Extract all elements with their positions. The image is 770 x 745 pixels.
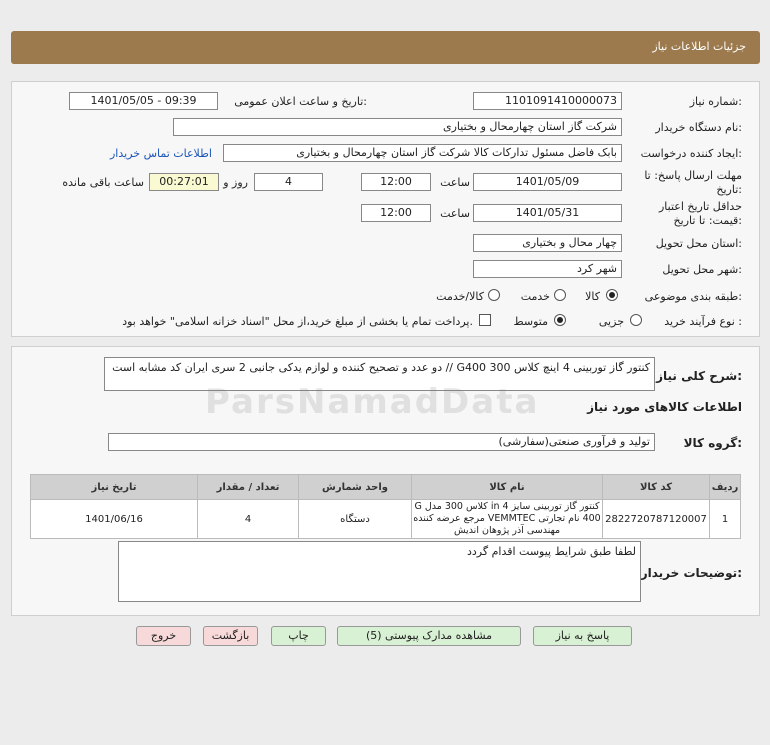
cell-date: 1401/06/16 (31, 500, 198, 539)
process-medium-label: متوسط (513, 315, 548, 328)
category-label: طبقه بندی موضوعی: (644, 290, 742, 303)
cell-qty: 4 (198, 500, 299, 539)
category-goods-radio[interactable] (606, 289, 618, 301)
attachments-button[interactable]: مشاهده مدارک پیوستی (5) (337, 626, 521, 646)
col-unit: واحد شمارش (299, 475, 412, 500)
col-date: تاریخ نیاز (31, 475, 198, 500)
cell-code: 2822720787120007 (603, 500, 710, 539)
announce-field: 1401/05/05 - 09:39 (69, 92, 218, 110)
goods-group-label: گروه کالا: (683, 436, 742, 450)
remaining-time-field: 00:27:01 (149, 173, 219, 191)
deadline-label: مهلت ارسال پاسخ: تا تاریخ: (644, 169, 742, 196)
treasury-checkbox[interactable] (479, 314, 491, 326)
remaining-label: ساعت باقی مانده (62, 176, 144, 189)
validity-time-field: 12:00 (361, 204, 431, 222)
buyer-notes-field: لطفا طبق شرایط پیوست اقدام گردد (118, 541, 641, 602)
validity-time-label: ساعت (440, 207, 470, 220)
table-row (31, 500, 741, 539)
need-number-field: 1101091410000073 (473, 92, 622, 110)
exit-button[interactable]: خروج (136, 626, 191, 646)
back-button[interactable]: بازگشت (203, 626, 258, 646)
deadline-date-field: 1401/05/09 (473, 173, 622, 191)
validity-label: حداقل تاریخ اعتبار قیمت: تا تاریخ: (658, 200, 742, 227)
city-label: شهر محل تحویل: (662, 263, 742, 276)
col-name: نام کالا (412, 475, 603, 500)
category-service-label: خدمت (520, 290, 550, 303)
reply-button[interactable]: پاسخ به نیاز (533, 626, 632, 646)
goods-section-title: اطلاعات کالاهای مورد نیاز (587, 400, 742, 414)
validity-date-field: 1401/05/31 (473, 204, 622, 222)
cell-row: 1 (710, 500, 741, 539)
days-field: 4 (254, 173, 323, 191)
province-field: چهار محال و بختیاری (473, 234, 622, 252)
col-row: ردیف (710, 475, 741, 500)
category-service-radio[interactable] (554, 289, 566, 301)
deadline-time-field: 12:00 (361, 173, 431, 191)
category-both-radio[interactable] (488, 289, 500, 301)
process-medium-radio[interactable] (554, 314, 566, 326)
cell-unit: دستگاه (299, 500, 412, 539)
col-qty: تعداد / مقدار (198, 475, 299, 500)
announce-label: تاریخ و ساعت اعلان عمومی: (234, 95, 367, 108)
summary-field: کنتور گاز توربینی 4 اینچ کلاس 300 G400 // دو عدد و تصحیح کننده و لوازم یدکی جانبی 2 سری ایران کد مشابه است (104, 357, 655, 391)
col-code: کد کالا (603, 475, 710, 500)
days-label: روز و (223, 176, 248, 189)
payment-note: پرداخت تمام یا بخشی از مبلغ خرید،از محل "اسناد خزانه اسلامی" خواهد بود. (122, 315, 473, 328)
need-number-label: شماره نیاز: (689, 95, 742, 108)
page-title: جزئیات اطلاعات نیاز (652, 40, 746, 53)
goods-group-field: تولید و فرآوری صنعتی(سفارشی) (108, 433, 655, 451)
category-both-label: کالا/خدمت (436, 290, 484, 303)
province-label: استان محل تحویل: (655, 237, 742, 250)
buyer-field: شرکت گاز استان چهارمحال و بختیاری (173, 118, 622, 136)
buyer-notes-label: توضیحات خریدار: (640, 566, 742, 580)
creator-field: بابک فاضل مسئول تداركات كالا شرکت گاز استان چهارمحال و بختیاری (223, 144, 622, 162)
deadline-time-label: ساعت (440, 176, 470, 189)
summary-label: شرح کلی نیاز: (656, 369, 742, 383)
buyer-contact-link[interactable]: اطلاعات تماس خریدار (110, 147, 212, 160)
city-field: شهر کرد (473, 260, 622, 278)
page-header (11, 31, 760, 64)
category-goods-label: کالا (585, 290, 600, 303)
creator-label: ایجاد کننده درخواست: (640, 147, 742, 160)
goods-table (30, 474, 741, 539)
print-button[interactable]: چاپ (271, 626, 326, 646)
process-label: نوع فرآیند خرید : (664, 315, 742, 328)
buyer-label: نام دستگاه خریدار: (655, 121, 742, 134)
process-minor-label: جزیی (598, 315, 624, 328)
cell-name: کنتور گاز توربینی سایز in 4 کلاس 300 مدل G 400 نام تجارتی VEMMTEC مرجع عرضه کننده مهندسی آذر پژوهان اندیش (412, 500, 603, 539)
process-minor-radio[interactable] (630, 314, 642, 326)
